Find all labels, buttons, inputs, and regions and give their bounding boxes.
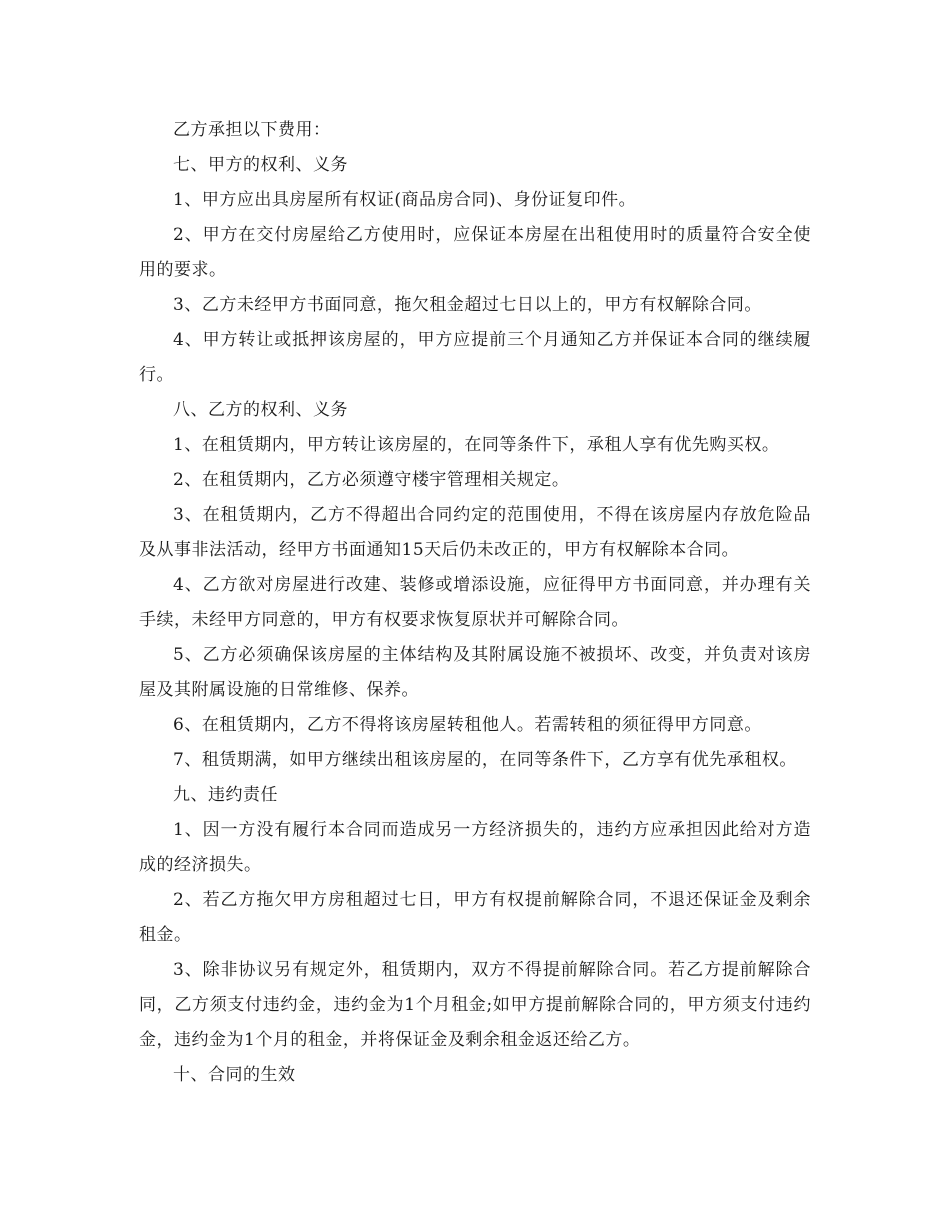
clause-7-4: 4、甲方转让或抵押该房屋的，甲方应提前三个月通知乙方并保证本合同的继续履行。 (139, 330, 811, 385)
section-heading-lessee-rights: 八、乙方的权利、义务 (173, 400, 348, 420)
clause-8-1: 1、在租赁期内，甲方转让该房屋的，在同等条件下，承租人享有优先购买权。 (173, 435, 780, 455)
section-heading-effectiveness: 十、合同的生效 (173, 1065, 296, 1085)
clause-7-3: 3、乙方未经甲方书面同意，拖欠租金超过七日以上的，甲方有权解除合同。 (173, 295, 762, 315)
document-body (139, 113, 811, 1093)
clause-8-7: 7、租赁期满，如甲方继续出租该房屋的，在同等条件下，乙方享有优先承租权。 (173, 750, 797, 770)
clause-8-2: 2、在租赁期内，乙方必须遵守楼宇管理相关规定。 (173, 470, 570, 490)
section-heading-breach: 九、违约责任 (173, 785, 278, 805)
clause-8-3: 3、在租赁期内，乙方不得超出合同约定的范围使用，不得在该房屋内存放危险品及从事非法活动，经甲方书面通知15天后仍未改正的，甲方有权解除本合同。 (139, 505, 811, 560)
paragraph-expenses-heading: 乙方承担以下费用： (173, 120, 331, 140)
clause-9-3: 3、除非协议另有规定外，租赁期内，双方不得提前解除合同。若乙方提前解除合同，乙方须支付违约金，违约金为1个月租金;如甲方提前解除合同的，甲方须支付违约金，违约金为1个月的租金，并将保证金及剩余租金返还给乙方。 (139, 960, 811, 1050)
clause-8-5: 5、乙方必须确保该房屋的主体结构及其附属设施不被损坏、改变，并负责对该房屋及其附属设施的日常维修、保养。 (139, 645, 811, 700)
clause-8-4: 4、乙方欲对房屋进行改建、装修或增添设施，应征得甲方书面同意，并办理有关手续，未经甲方同意的，甲方有权要求恢复原状并可解除合同。 (139, 575, 811, 630)
section-heading-lessor-rights: 七、甲方的权利、义务 (173, 155, 348, 175)
clause-9-1: 1、因一方没有履行本合同而造成另一方经济损失的，违约方应承担因此给对方造成的经济损失。 (139, 820, 811, 875)
clause-9-2: 2、若乙方拖欠甲方房租超过七日，甲方有权提前解除合同，不退还保证金及剩余租金。 (139, 890, 811, 945)
clause-7-2: 2、甲方在交付房屋给乙方使用时，应保证本房屋在出租使用时的质量符合安全使用的要求。 (139, 225, 811, 280)
clause-7-1: 1、甲方应出具房屋所有权证(商品房合同)、身份证复印件。 (173, 190, 637, 210)
clause-8-6: 6、在租赁期内，乙方不得将该房屋转租他人。若需转租的须征得甲方同意。 (173, 715, 762, 735)
